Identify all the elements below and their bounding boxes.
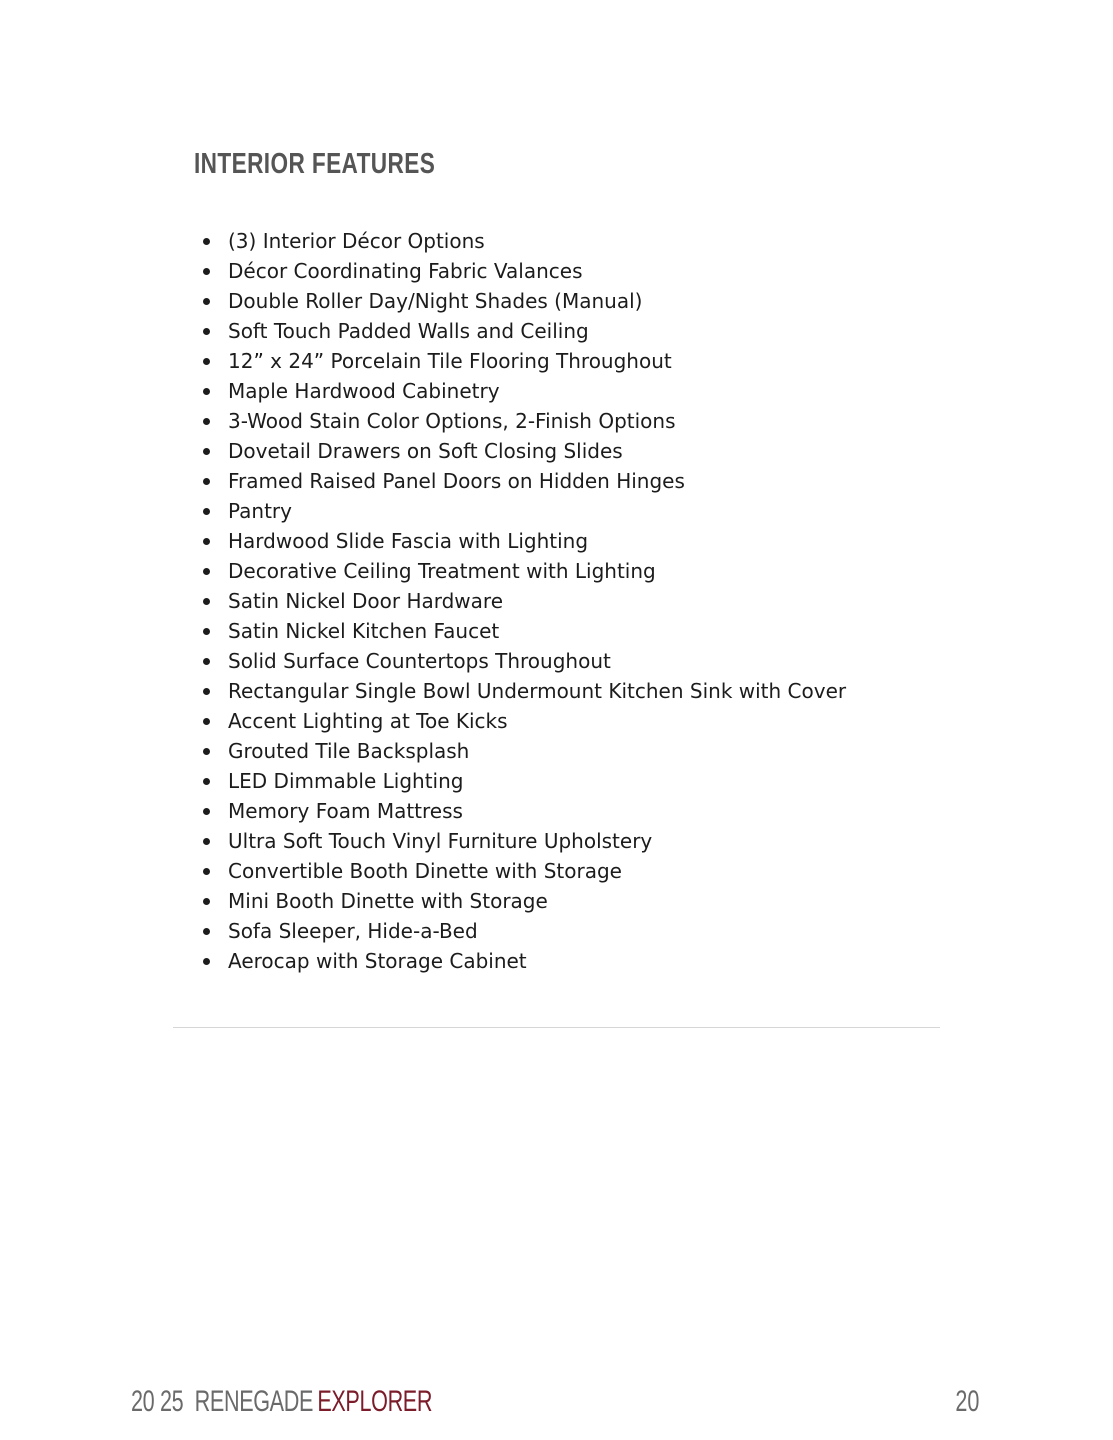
list-item: [200, 436, 846, 466]
list-item-label: Memory Foam Mattress: [228, 799, 463, 823]
bullet-icon: [203, 658, 210, 665]
list-item: [200, 736, 846, 766]
list-item: [200, 256, 846, 286]
bullet-icon: [203, 388, 210, 395]
list-item-label: Accent Lighting at Toe Kicks: [228, 709, 508, 733]
bullet-icon: [203, 478, 210, 485]
list-item-label: Pantry: [228, 499, 292, 523]
list-item: [200, 526, 846, 556]
list-item: [200, 346, 846, 376]
bullet-icon: [203, 748, 210, 755]
list-item-label: Grouted Tile Backsplash: [228, 739, 470, 763]
bullet-icon: [203, 928, 210, 935]
list-item: [200, 886, 846, 916]
footer-brand-name: RENEGADE: [194, 1385, 314, 1418]
bullet-icon: [203, 298, 210, 305]
bullet-icon: [203, 508, 210, 515]
list-item-label: Hardwood Slide Fascia with Lighting: [228, 529, 589, 553]
list-item: [200, 946, 846, 976]
list-item: [200, 586, 846, 616]
footer-brand: [131, 1385, 432, 1419]
list-item: [200, 616, 846, 646]
bullet-icon: [203, 328, 210, 335]
section-title: INTERIOR FEATURES: [194, 148, 436, 180]
page-number: 20: [954, 1385, 979, 1418]
list-item: [200, 316, 846, 346]
bullet-icon: [203, 358, 210, 365]
bullet-icon: [203, 448, 210, 455]
list-item: [200, 286, 846, 316]
bullet-icon: [203, 628, 210, 635]
bullet-icon: [203, 898, 210, 905]
bullet-icon: [203, 538, 210, 545]
list-item: [200, 676, 846, 706]
list-item: [200, 406, 846, 436]
list-item: [200, 556, 846, 586]
list-item-label: Convertible Booth Dinette with Storage: [228, 859, 622, 883]
list-item: [200, 796, 846, 826]
bullet-icon: [203, 838, 210, 845]
list-item: [200, 706, 846, 736]
list-item: [200, 826, 846, 856]
list-item-label: 12” x 24” Porcelain Tile Flooring Throughout: [228, 349, 672, 373]
list-item-label: Décor Coordinating Fabric Valances: [228, 259, 583, 283]
list-item-label: Aerocap with Storage Cabinet: [228, 949, 527, 973]
list-item-label: Satin Nickel Kitchen Faucet: [228, 619, 500, 643]
bullet-icon: [203, 418, 210, 425]
list-item: [200, 466, 846, 496]
bullet-icon: [203, 808, 210, 815]
list-item-label: Soft Touch Padded Walls and Ceiling: [228, 319, 589, 343]
list-item-label: Satin Nickel Door Hardware: [228, 589, 503, 613]
list-item-label: Rectangular Single Bowl Undermount Kitchen Sink with Cover: [228, 679, 847, 703]
bullet-icon: [203, 568, 210, 575]
list-item: [200, 376, 846, 406]
list-item-label: LED Dimmable Lighting: [228, 769, 464, 793]
bullet-icon: [203, 238, 210, 245]
list-item-label: Solid Surface Countertops Throughout: [228, 649, 611, 673]
divider: [173, 1027, 940, 1028]
list-item-label: Maple Hardwood Cabinetry: [228, 379, 500, 403]
list-item-label: Decorative Ceiling Treatment with Lighting: [228, 559, 656, 583]
list-item-label: Double Roller Day/Night Shades (Manual): [228, 289, 643, 313]
list-item-label: Ultra Soft Touch Vinyl Furniture Upholstery: [228, 829, 653, 853]
list-item: [200, 856, 846, 886]
list-item-label: Mini Booth Dinette with Storage: [228, 889, 548, 913]
footer-year: 20 25: [131, 1385, 184, 1418]
list-item-label: 3-Wood Stain Color Options, 2-Finish Options: [228, 409, 676, 433]
bullet-icon: [203, 598, 210, 605]
list-item-label: Framed Raised Panel Doors on Hidden Hinges: [228, 469, 685, 493]
bullet-icon: [203, 688, 210, 695]
list-item: [200, 496, 846, 526]
bullet-icon: [203, 778, 210, 785]
list-item: [200, 226, 846, 256]
list-item-label: (3) Interior Décor Options: [228, 229, 485, 253]
bullet-icon: [203, 718, 210, 725]
footer-model-name: EXPLORER: [317, 1385, 433, 1418]
bullet-icon: [203, 868, 210, 875]
list-item: [200, 916, 846, 946]
feature-list: [200, 226, 846, 976]
bullet-icon: [203, 268, 210, 275]
list-item-label: Dovetail Drawers on Soft Closing Slides: [228, 439, 623, 463]
list-item: [200, 766, 846, 796]
list-item-label: Sofa Sleeper, Hide-a-Bed: [228, 919, 478, 943]
bullet-icon: [203, 958, 210, 965]
list-item: [200, 646, 846, 676]
